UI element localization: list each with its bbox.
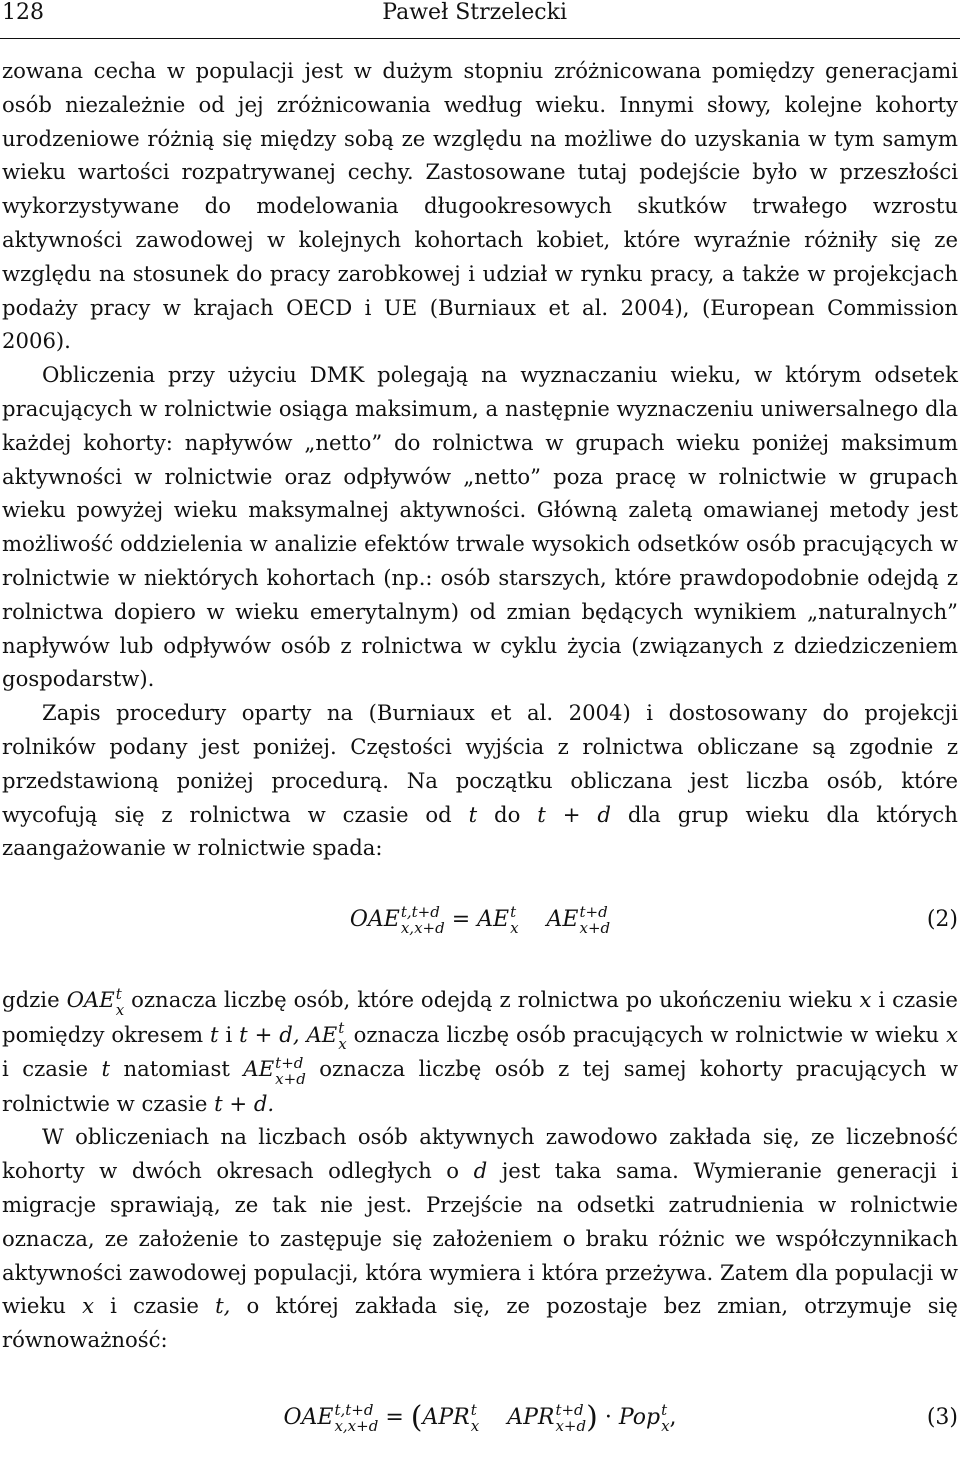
- p4-b: oznacza liczbę osób, które odejdą z rolnictwa po ukończeniu wieku: [131, 987, 853, 1013]
- body-text: [2, 54, 958, 1475]
- eq3-pop: Pop: [618, 1405, 661, 1430]
- p4-i: i: [225, 1021, 233, 1047]
- p4-oae-sup: t: [115, 984, 122, 1003]
- p5-e: o której zakłada się, ze pozostaje bez zmian, otrzymuje się równoważność:: [2, 1293, 958, 1353]
- eq3-oae: OAE: [283, 1405, 334, 1430]
- eq3-close-paren: ): [586, 1400, 598, 1435]
- p4-ae2: AE: [243, 1056, 275, 1082]
- p3-var-td: t + d: [537, 801, 611, 827]
- eq3-sub-4: x: [661, 1417, 670, 1435]
- eq2-sub-3: x+d: [579, 919, 611, 938]
- p4-ae: AE: [306, 1021, 338, 1047]
- p4-ae2-sub: x+d: [275, 1069, 306, 1088]
- eq3-apr-1: APR: [422, 1405, 470, 1430]
- p4-x: x: [859, 987, 872, 1013]
- p4-td: t + d,: [239, 1021, 300, 1047]
- p3-end: dla grup wieku dla których zaangażowanie w rolnictwie spada:: [2, 801, 958, 861]
- running-header: [0, 0, 960, 39]
- eq3-sup-2: t: [470, 1401, 477, 1419]
- p4-a: gdzie: [2, 987, 60, 1013]
- running-author: Paweł Strzelecki: [382, 0, 567, 25]
- eq3-sup-4: t: [661, 1401, 668, 1419]
- eq3-sup-3: t+d: [555, 1401, 584, 1419]
- eq3-sub-2: x: [470, 1417, 480, 1435]
- eq3-equals: =: [385, 1405, 404, 1430]
- p4-g: oznacza liczbę osób z tej samej kohorty pracujących w rolnictwie w czasie: [2, 1056, 958, 1116]
- eq2-equals: =: [451, 907, 471, 933]
- equation-2-block: [2, 865, 958, 983]
- p4-e: i czasie: [2, 1056, 89, 1082]
- eq2-ae-1: AE: [477, 907, 510, 933]
- eq2-sub-1: x,x+d: [400, 919, 445, 938]
- p5-c: i czasie: [110, 1293, 199, 1319]
- p3-var-t: t: [468, 801, 478, 827]
- p3-text: Zapis procedury oparty na (Burniaux et al. 2004) i dostosowany do projekcji rolników podany jest poniżej. Częstości wyjścia z rolnictwa obliczane są zgodnie z przedstawioną poniżej procedurą. Na początku obliczana jest liczba osób, które wycofują się z rolnictwa w czasie od: [2, 700, 958, 827]
- paragraph-4: [2, 983, 958, 1120]
- p5-b: jest taka sama. Wymieranie generacji i migracje sprawiają, ze tak nie jest. Przejście na odsetki zatrudnienia w rolnictwie oznacza, ze założenie to zastępuje się założeniem o braku różnic we współczynnikach aktywności zawodowej populacji, która wymiera i która przeżywa. Zatem dla populacji w wieku: [2, 1158, 958, 1319]
- p4-ae-sup: t: [338, 1019, 345, 1038]
- p4-f: natomiast: [123, 1056, 230, 1082]
- eq2-sup-3: t+d: [579, 903, 608, 922]
- paragraph-1: zowana cecha w populacji jest w dużym stopniu zróżnicowana pomiędzy generacjami osób niezależnie od jej zróżnicowania według wieku. Innymi słowy, kolejne kohorty urodzeniowe różnią się między sobą ze względu na możliwe do uzyskania w tym samym wieku wartości rozpatrywanej cechy. Zastosowane tutaj podejście było w przeszłości wykorzystywane do modelowania długookresowych skutków trwałego wzrostu aktywności zawodowej w kolejnych kohortach kobiet, które wyraźnie różniły się ze względu na stosunek do pracy zarobkowej i udział w rynku pracy, a także w projekcjach podaży pracy w krajach OECD i UE (Burniaux et al. 2004), (European Commission 2006).: [2, 58, 958, 354]
- p4-x2: x: [946, 1021, 958, 1047]
- eq2-sub-2: x: [510, 919, 519, 938]
- eq3-sub-3: x+d: [555, 1417, 587, 1435]
- eq2-oae: OAE: [349, 907, 400, 933]
- p4-h: t + d.: [214, 1090, 275, 1116]
- p5-t: t,: [215, 1293, 231, 1319]
- p4-d: oznacza liczbę osób pracujących w rolnictwie w wieku: [353, 1021, 940, 1047]
- paragraph-2: Obliczenia przy użyciu DMK polegają na wyznaczaniu wieku, w którym odsetek pracujących w rolnictwie osiąga maksimum, a następnie wyznaczeniu uniwersalnego dla każdej kohorty: napływów „netto” do rolnictwa w grupach wieku poniżej maksimum aktywności w rolnictwie oraz odpływów „netto” poza pracę w rolnictwie w grupach wieku powyżej wieku maksymalnej aktywności. Główną zaletą omawianej metody jest możliwość oddzielenia w analizie efektów trwale wysokich odsetków osób pracujących w rolnictwie w niektórych kohortach (np.: osób starszych, które prawdopodobnie odejdą z rolnictwa dopiero w wieku emerytalnym) od zmian będących wynikiem „naturalnych” napływów lub odpływów osób z rolnictwa w cyklu życia (związanych z dziedziczeniem gospodarstw).: [2, 362, 958, 692]
- eq3-cdot: ·: [604, 1405, 612, 1430]
- p5-a: W obliczeniach na liczbach osób aktywnych zawodowo zakłada się, ze liczebność kohorty w dwóch okresach odległych o: [2, 1124, 958, 1184]
- eq2-ae-2: AE: [546, 907, 579, 933]
- equation-3: [2, 1401, 958, 1435]
- p4-t: t: [210, 1021, 219, 1047]
- p5-d: d: [473, 1158, 488, 1184]
- p4-oae-sub: x: [115, 1000, 125, 1019]
- page-number: 128: [2, 0, 44, 25]
- p5-x: x: [82, 1293, 95, 1319]
- p4-c: i czasie pomiędzy okresem: [2, 987, 958, 1047]
- paragraph-5: [2, 1120, 958, 1357]
- eq3-comma: ,: [669, 1405, 677, 1430]
- eq3-sup-1: t,t+d: [334, 1401, 374, 1419]
- equation-3-block: [2, 1357, 958, 1475]
- p4-t2: t: [101, 1056, 111, 1082]
- equation-2: [2, 903, 958, 937]
- equation-2-number: (2): [926, 907, 958, 933]
- paragraph-3: [2, 696, 958, 865]
- p3-mid: do: [494, 801, 521, 827]
- eq3-apr-2: APR: [507, 1405, 555, 1430]
- eq2-sup-1: t,t+d: [400, 903, 440, 922]
- eq2-sup-2: t: [510, 903, 517, 922]
- equation-3-number: (3): [926, 1405, 958, 1430]
- p4-ae2-sup: t+d: [275, 1053, 304, 1072]
- eq3-sub-1: x,x+d: [334, 1417, 379, 1435]
- eq3-open-paren: (: [410, 1400, 423, 1435]
- p4-oae: OAE: [66, 987, 115, 1013]
- p4-ae-sub: x: [338, 1035, 347, 1054]
